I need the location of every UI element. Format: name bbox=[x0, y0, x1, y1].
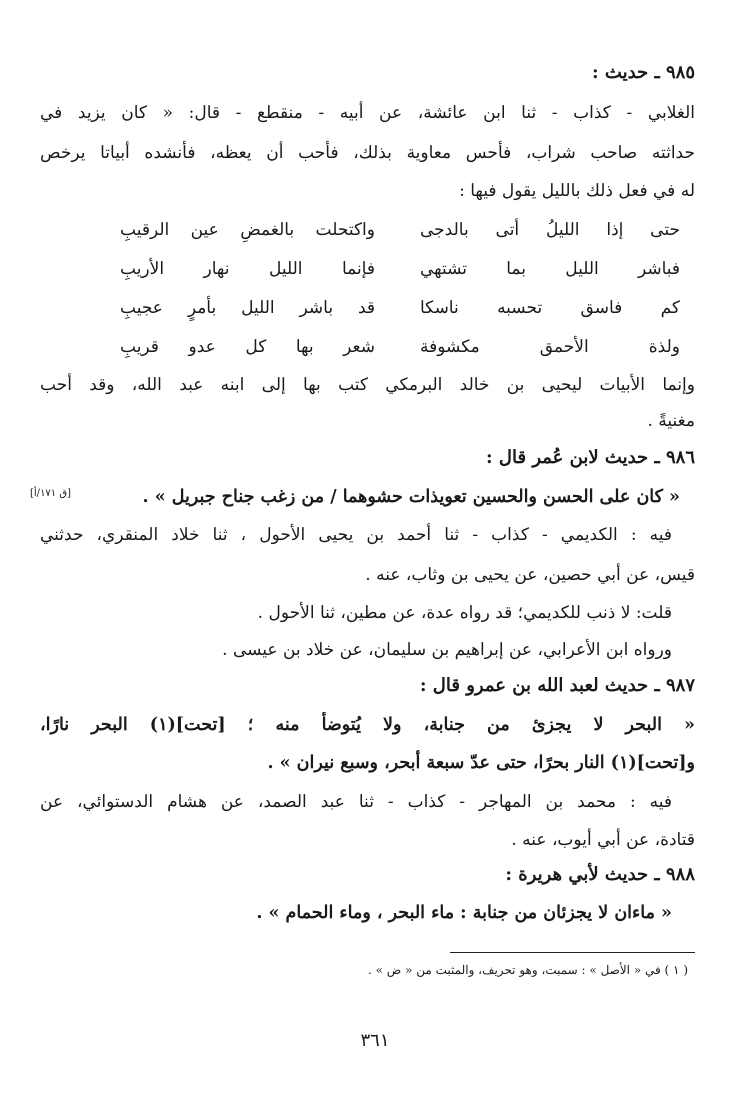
manuscript-folio-note: [ق ١٧١/أ] bbox=[30, 488, 72, 499]
hadith-986-heading: ٩٨٦ ـ حديث لابن عُمر قال : bbox=[485, 447, 695, 468]
verse-2-first-hemistich: فباشر الليل بما تشتهي bbox=[420, 259, 680, 279]
verse-4-first-hemistich: ولذة الأحمق مكشوفة bbox=[420, 337, 680, 357]
verse-3-first-hemistich: كم فاسق تحسبه ناسكا bbox=[420, 298, 680, 318]
verse-3-second-hemistich: قد باشر الليل بأمرٍ عجيبِ bbox=[120, 298, 375, 318]
hadith-988-quote: « ماءان لا يجزئان من جنابة : ماء البحر ، وماء الحمام » . bbox=[256, 903, 672, 923]
verse-1-second-hemistich: واكتحلت بالغمضِ عين الرقيبِ bbox=[120, 220, 375, 240]
hadith-987-heading: ٩٨٧ ـ حديث لعبد الله بن عمرو قال : bbox=[419, 675, 695, 696]
page-number: ٣٦١ bbox=[360, 1030, 390, 1051]
hadith-985-after-line-1: وإنما الأبيات ليحيى بن خالد البرمكي كتب بها إلى ابنه عبد الله، وقد أحب bbox=[40, 375, 695, 395]
hadith-985-line-1: الغلابي - كذاب - ثنا ابن عائشة، عن أبيه - منقطع - قال: « كان يزيد في bbox=[40, 103, 695, 123]
hadith-987-line-2: قتادة، عن أبي أيوب، عنه . bbox=[511, 830, 695, 850]
hadith-986-line-2: قيس، عن أبي حصين، عن يحيى بن وثاب، عنه . bbox=[365, 565, 695, 585]
hadith-987-quote-line-2: و[تحت](١) النار بحرًا، حتى عدّ سبعة أبحر، وسبع نيران » . bbox=[267, 753, 695, 773]
verse-1-first-hemistich: حتى إذا الليلُ أتى بالدجى bbox=[420, 220, 680, 240]
hadith-985-after-line-2: مغنيةً . bbox=[647, 411, 695, 431]
hadith-985-line-2: حداثته صاحب شراب، فأحس معاوية بذلك، فأحب أن يعظه، فأنشده أبياتا يرخص bbox=[40, 143, 695, 163]
footnote-divider bbox=[450, 952, 695, 953]
hadith-986-line-1: فيه : الكديمي - كذاب - ثنا أحمد بن يحيى الأحول ، ثنا خلاد المنقري، حدثني bbox=[40, 525, 672, 545]
hadith-988-heading: ٩٨٨ ـ حديث لأبي هريرة : bbox=[505, 864, 695, 885]
hadith-987-quote-line-1: « البحر لا يجزئ من جنابة، ولا يُتوضأ منه ؛ [تحت](١) البحر نارًا، bbox=[40, 715, 695, 735]
hadith-985-heading: ٩٨٥ ـ حديث : bbox=[592, 62, 695, 83]
hadith-986-note-2: ورواه ابن الأعرابي، عن إبراهيم بن سليمان، عن خلاد بن عيسى . bbox=[222, 640, 672, 660]
verse-4-second-hemistich: شعر بها كل عدو قريبِ bbox=[120, 337, 375, 357]
verse-2-second-hemistich: فإنما الليل نهار الأريبِ bbox=[120, 259, 375, 279]
hadith-985-line-3: له في فعل ذلك بالليل يقول فيها : bbox=[459, 181, 695, 201]
hadith-987-line-1: فيه : محمد بن المهاجر - كذاب - ثنا عبد الصمد، عن هشام الدستوائي، عن bbox=[40, 792, 672, 812]
hadith-986-quote: « كان على الحسن والحسين تعويذات حشوهما / من زغب جناح جبريل » . bbox=[142, 487, 680, 507]
footnote-1: ( ١ ) في « الأصل » : سمبت، وهو تحريف، والمثبت من « ض » . bbox=[367, 963, 688, 977]
hadith-986-note-1: قلت: لا ذنب للكديمي؛ قد رواه عدة، عن مطين، ثنا الأحول . bbox=[257, 603, 672, 623]
